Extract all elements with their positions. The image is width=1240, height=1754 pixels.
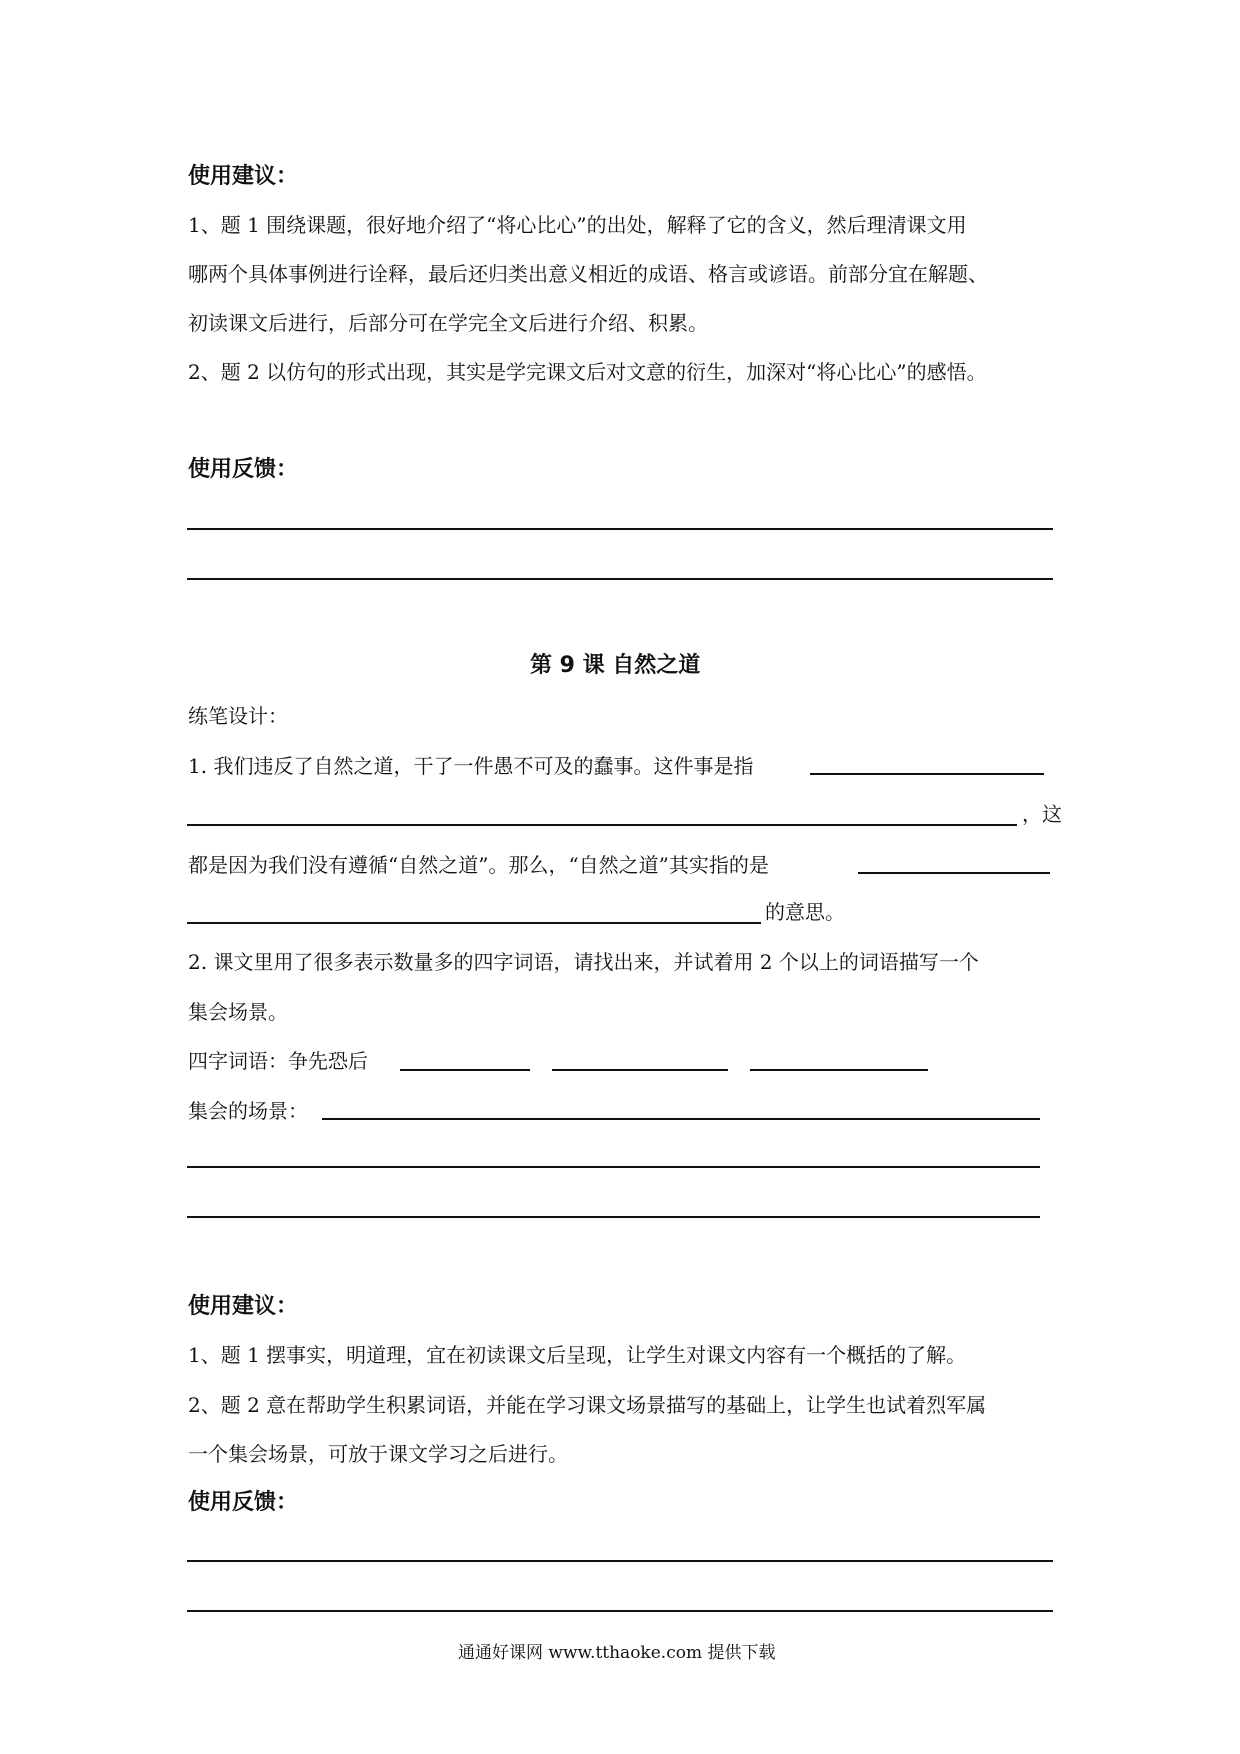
answer-blank[interactable]	[400, 1069, 530, 1071]
feedback-line[interactable]	[187, 1610, 1053, 1612]
feedback-line[interactable]	[187, 1560, 1053, 1562]
feedback-line[interactable]	[187, 528, 1053, 530]
answer-blank[interactable]	[187, 922, 761, 924]
advice-heading: 使用建议：	[188, 164, 299, 189]
practice-heading: 练笔设计：	[188, 704, 288, 728]
question-1-text: ，这	[1022, 802, 1062, 826]
question-1-text: 都是因为我们没有遵循“自然之道”。那么，“自然之道”其实指的是	[188, 853, 769, 877]
lesson-title: 第 9 课 自然之道	[530, 653, 701, 678]
advice-item-1-line2: 哪两个具体事例进行诠释，最后还归类出意义相近的成语、格言或谚语。前部分宜在解题、	[188, 262, 988, 286]
advice-item-2-line2: 一个集会场景，可放于课文学习之后进行。	[188, 1442, 568, 1466]
advice-heading: 使用建议：	[188, 1294, 299, 1319]
scene-label: 集会的场景：	[188, 1099, 308, 1123]
answer-blank[interactable]	[810, 773, 1044, 775]
footer-text: 通通好课网 www.tthaoke.com 提供下载	[458, 1643, 776, 1663]
question-1-text: 1. 我们违反了自然之道，干了一件愚不可及的蠢事。这件事是指	[188, 754, 754, 778]
answer-blank[interactable]	[187, 1166, 1040, 1168]
advice-item-2-line1: 2、题 2 意在帮助学生积累词语，并能在学习课文场景描写的基础上，让学生也试着烈军属	[188, 1393, 987, 1417]
answer-blank[interactable]	[187, 824, 1017, 826]
answer-blank[interactable]	[187, 1216, 1040, 1218]
advice-item-2: 2、题 2 以仿句的形式出现，其实是学完课文后对文意的衍生，加深对“将心比心”的感悟。	[188, 360, 987, 384]
question-2-text: 2. 课文里用了很多表示数量多的四字词语，请找出来，并试着用 2 个以上的词语描写一个	[188, 950, 979, 974]
feedback-heading: 使用反馈：	[188, 1490, 299, 1515]
four-char-words-label: 四字词语：争先恐后	[188, 1049, 368, 1073]
advice-item-1-line1: 1、题 1 围绕课题，很好地介绍了“将心比心”的出处，解释了它的含义，然后理清课文用	[188, 213, 967, 237]
answer-blank[interactable]	[750, 1069, 928, 1071]
feedback-heading: 使用反馈：	[188, 457, 299, 482]
answer-blank[interactable]	[322, 1118, 1040, 1120]
answer-blank[interactable]	[552, 1069, 728, 1071]
feedback-line[interactable]	[187, 578, 1053, 580]
answer-blank[interactable]	[858, 872, 1050, 874]
advice-item-1-line3: 初读课文后进行，后部分可在学完全文后进行介绍、积累。	[188, 311, 708, 335]
question-1-text: 的意思。	[765, 900, 845, 924]
question-2-text: 集会场景。	[188, 1000, 288, 1024]
advice-item-1: 1、题 1 摆事实，明道理，宜在初读课文后呈现，让学生对课文内容有一个概括的了解。	[188, 1343, 967, 1367]
